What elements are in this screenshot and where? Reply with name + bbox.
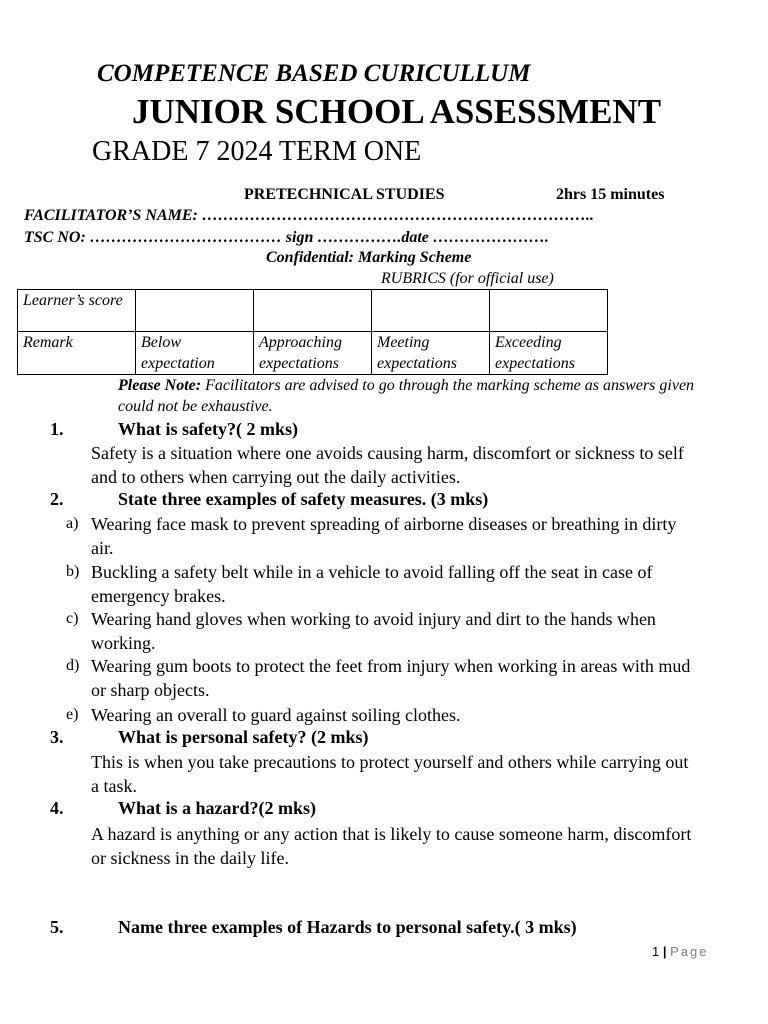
table-cell — [136, 290, 254, 332]
confidential-label: Confidential: Marking Scheme — [266, 249, 472, 266]
subject-name: PRETECHNICAL STUDIES — [244, 186, 445, 203]
table-row — [18, 290, 608, 332]
question-text: State three examples of safety measures. (3 mks) — [118, 489, 489, 509]
answer-text — [91, 822, 691, 870]
page-label: Page — [670, 944, 709, 959]
tsc-sign-date-line: TSC NO: ……………………………… sign …………….date …………………. — [24, 229, 549, 246]
list-item-label: e) — [66, 706, 79, 723]
answer-line: Wearing hand gloves when working to avoid injury and dirt to the hands when — [91, 609, 656, 629]
question-number: 3. — [50, 727, 64, 747]
assessment-title: JUNIOR SCHOOL ASSESSMENT — [132, 92, 662, 131]
answer-line: air. — [91, 538, 114, 558]
list-item — [91, 654, 690, 702]
list-item-label: d) — [66, 657, 80, 674]
note-label: Please Note: — [118, 377, 202, 394]
table-cell: Approaching expectations — [254, 332, 372, 375]
curriculum-title: COMPETENCE BASED CURICULLUM — [97, 60, 531, 87]
question-number: 1. — [50, 419, 64, 439]
table-cell: Exceeding expectations — [490, 332, 608, 375]
table-row — [18, 332, 608, 375]
exam-duration: 2hrs 15 minutes — [556, 186, 665, 203]
page-number: 1 — [652, 944, 660, 959]
question-text: Name three examples of Hazards to personal safety.( 3 mks) — [118, 917, 577, 937]
answer-line: A hazard is anything or any action that is likely to cause someone harm, discomfort — [91, 824, 692, 844]
rubrics-title: RUBRICS (for official use) — [381, 270, 554, 287]
question-text: What is a hazard?(2 mks) — [118, 798, 317, 818]
answer-line: emergency brakes. — [91, 586, 226, 606]
list-item — [91, 512, 676, 560]
answer-line: or sickness in the daily life. — [91, 848, 289, 868]
question-number: 5. — [50, 917, 64, 937]
answer-text — [91, 441, 684, 489]
list-item — [91, 703, 460, 727]
table-cell — [490, 290, 608, 332]
list-item-label: b) — [66, 563, 80, 580]
grade-term-title: GRADE 7 2024 TERM ONE — [92, 136, 422, 167]
list-item-label: a) — [66, 515, 79, 532]
table-cell: Learner’s score — [18, 290, 136, 332]
answer-line: Safety is a situation where one avoids causing harm, discomfort or sickness to self — [91, 443, 684, 463]
note-text: could not be exhaustive. — [118, 398, 273, 415]
answer-line: working. — [91, 633, 156, 653]
question-text: What is personal safety? (2 mks) — [118, 727, 369, 747]
question-number: 4. — [50, 798, 64, 818]
answer-line: Wearing an overall to guard against soiling clothes. — [91, 705, 461, 725]
page-footer — [652, 944, 709, 959]
answer-line: This is when you take precautions to protect yourself and others while carrying out — [91, 752, 689, 772]
table-cell: Meeting expectations — [372, 332, 490, 375]
answer-line: Buckling a safety belt while in a vehicle to avoid falling off the seat in case of — [91, 562, 653, 582]
table-cell: Remark — [18, 332, 136, 375]
table-cell: Below expectation — [136, 332, 254, 375]
question-text: What is safety?( 2 mks) — [118, 419, 298, 439]
list-item — [91, 607, 656, 655]
question-number: 2. — [50, 489, 64, 509]
rubric-table — [17, 289, 608, 375]
answer-line: and to others when carrying out the daily activities. — [91, 467, 461, 487]
answer-line: Wearing gum boots to protect the feet from injury when working in areas with mud — [91, 656, 691, 676]
facilitator-note — [118, 375, 694, 417]
page-separator: | — [662, 944, 667, 959]
answer-line: or sharp objects. — [91, 680, 210, 700]
list-item-label: c) — [66, 610, 79, 627]
list-item — [91, 560, 653, 608]
answer-line: a task. — [91, 776, 137, 796]
table-cell — [372, 290, 490, 332]
facilitator-name-line: FACILITATOR’S NAME: ……………………………………………………………….. — [24, 207, 594, 224]
answer-line: Wearing face mask to prevent spreading of airborne diseases or breathing in dirty — [91, 514, 677, 534]
answer-text — [91, 750, 688, 798]
table-cell — [254, 290, 372, 332]
note-text: Facilitators are advised to go through the marking scheme as answers given — [201, 377, 695, 394]
